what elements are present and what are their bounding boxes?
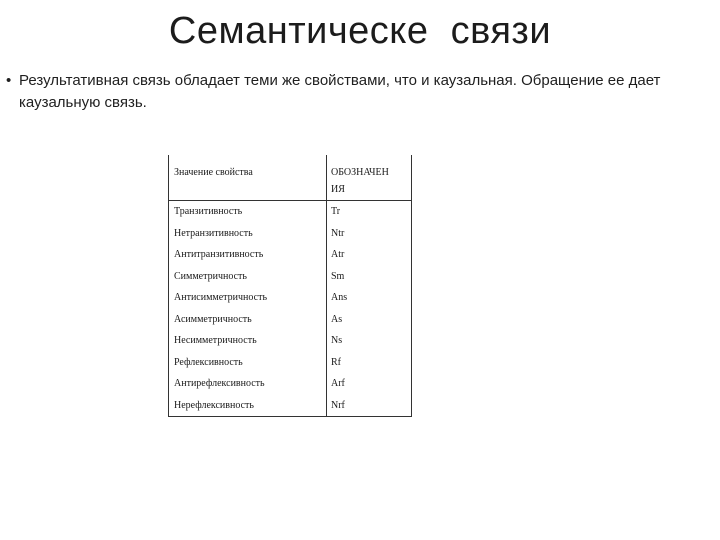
symbol-cell: Ans	[331, 292, 348, 303]
bullet-marker: •	[6, 72, 12, 89]
table-row	[169, 223, 411, 245]
slide-title: Семантическе связи	[168, 10, 552, 52]
symbol-cell: Tr	[331, 206, 341, 217]
table-row	[169, 395, 411, 417]
table-row	[169, 244, 411, 266]
symbol-cell: Ntr	[331, 227, 345, 239]
bullet-text: Результативная связь обладает теми же свойствами, что и каузальная. Обращение ее дает каузальную связь.	[19, 72, 661, 111]
symbol-cell: Nrf	[331, 399, 345, 411]
bullet-paragraph	[6, 70, 696, 114]
table-row	[169, 330, 411, 352]
header-symbol-cell	[327, 155, 411, 200]
table-header-row	[169, 155, 411, 201]
header-symbol-line1: ОБОЗНАЧЕН	[331, 167, 389, 178]
table-row	[169, 266, 411, 288]
symbol-cell: As	[331, 313, 343, 325]
property-cell: Несимметричность	[169, 330, 327, 352]
property-cell: Нетранзитивность	[169, 223, 327, 245]
property-cell: Антитранзитивность	[169, 244, 327, 266]
property-cell: Нерефлексивность	[169, 395, 327, 417]
table-row	[169, 373, 411, 395]
properties-table	[168, 155, 412, 417]
table-row	[169, 201, 411, 223]
property-cell: Транзитивность	[169, 201, 327, 223]
table-row	[169, 352, 411, 374]
symbol-cell: Atr	[331, 249, 345, 260]
symbol-cell: Sm	[331, 270, 345, 282]
header-symbol-line2: ИЯ	[331, 184, 345, 195]
property-cell: Антирефлексивность	[169, 373, 327, 395]
property-cell: Симметричность	[169, 266, 327, 288]
table-row	[169, 309, 411, 331]
property-cell: Антисимметричность	[169, 287, 327, 309]
symbol-cell: Ns	[331, 335, 343, 346]
table-row	[169, 287, 411, 309]
property-cell: Асимметричность	[169, 309, 327, 331]
property-cell: Рефлексивность	[169, 352, 327, 374]
symbol-cell: Arf	[331, 378, 345, 389]
header-property-cell: Значение свойства	[169, 155, 327, 200]
symbol-cell: Rf	[331, 356, 341, 368]
